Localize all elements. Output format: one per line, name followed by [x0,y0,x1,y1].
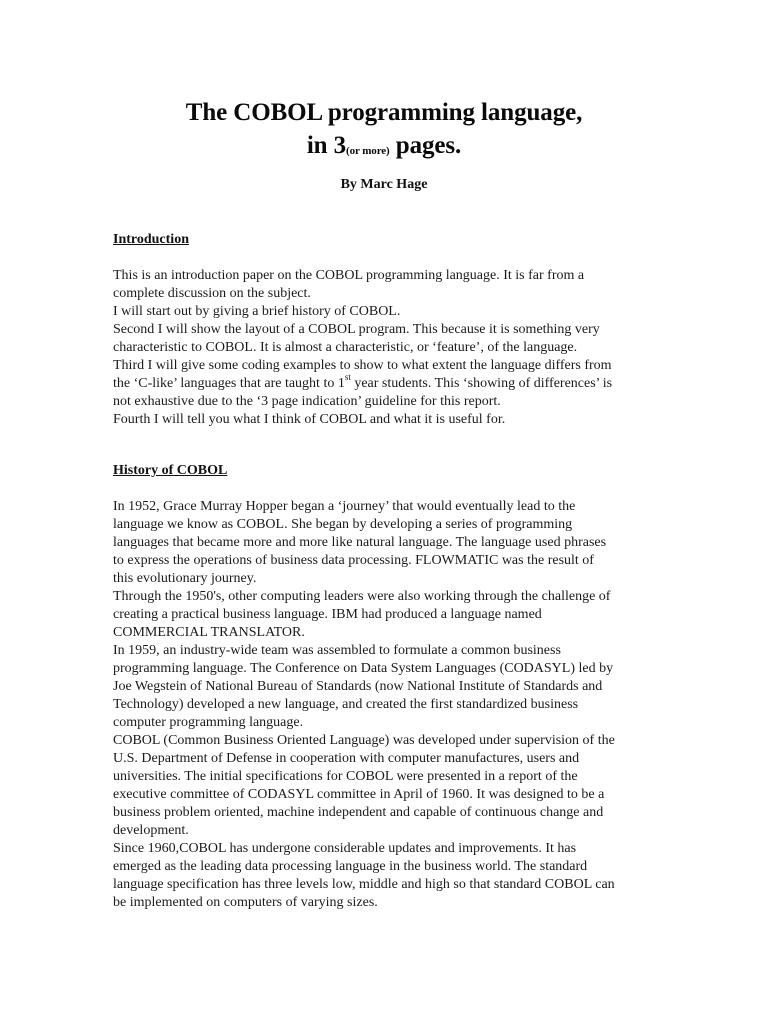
text-line: U.S. Department of Defense in cooperation with computer manufactures, users and [113,751,580,766]
history-body [113,498,658,912]
text-line: universities. The initial specifications for COBOL were presented in a report of the [113,769,578,784]
text-line: business problem oriented, machine independent and capable of continuous change and [113,805,604,820]
text-line: Fourth I will tell you what I think of COBOL and what it is useful for. [113,412,506,427]
document-title-line-2 [0,129,768,167]
title-post: pages. [389,132,462,159]
text-line: Since 1960,COBOL has undergone considerable updates and improvements. It has [113,841,577,856]
title-block [0,96,768,167]
text-line: not exhaustive due to the ‘3 page indication’ guideline for this report. [113,394,501,409]
text-line: emerged as the leading data processing language in the business world. The standard [113,859,588,874]
text-line: Second I will show the layout of a COBOL program. This because it is something very [113,322,600,337]
text-line: be implemented on computers of varying sizes. [113,895,378,910]
text-line: This is an introduction paper on the COBOL programming language. It is far from a [113,268,585,283]
text-line: COBOL (Common Business Oriented Language) was developed under supervision of the [113,733,615,748]
text-line: characteristic to COBOL. It is almost a characteristic, or ‘feature’, of the language. [113,340,578,355]
text-line: I will start out by giving a brief history of COBOL. [113,304,401,319]
text-line: languages that became more and more like natural language. The language used phrases [113,535,607,550]
author-byline: By Marc Hage [340,177,428,192]
title-pre: in 3 [306,132,347,159]
text-fragment: the ‘C-like’ languages that are taught to 1 [113,376,345,391]
text-line: Joe Wegstein of National Bureau of Standards (now National Institute of Standards and [113,679,603,694]
text-line: executive committee of CODASYL committee in April of 1960. It was designed to be a [113,787,605,802]
section-heading-introduction: Introduction [113,232,189,247]
text-line: Third I will give some coding examples to show to what extent the language differs from [113,358,612,373]
section-introduction [113,231,658,429]
text-line: to express the operations of business data processing. FLOWMATIC was the result of [113,553,594,568]
text-line: this evolutionary journey. [113,571,257,586]
text-line: development. [113,823,189,838]
text-line: complete discussion on the subject. [113,286,311,301]
text-line: In 1952, Grace Murray Hopper began a ‘journey’ that would eventually lead to the [113,499,576,514]
text-line [113,372,658,393]
text-line: Through the 1950's, other computing leaders were also working through the challenge of [113,589,611,604]
text-line: language specification has three levels low, middle and high so that standard COBOL can [113,877,615,892]
section-heading-history: History of COBOL [113,463,228,478]
introduction-body [113,267,658,429]
text-line: language we know as COBOL. She began by developing a series of programming [113,517,573,532]
text-line: Technology) developed a new language, and created the first standardized business [113,697,579,712]
text-line: creating a practical business language. IBM had produced a language named [113,607,542,622]
text-line: programming language. The Conference on Data System Languages (CODASYL) led by [113,661,614,676]
text-fragment: year students. This ‘showing of differences’ is [350,376,613,391]
text-line: In 1959, an industry-wide team was assembled to formulate a common business [113,643,561,658]
text-line: COMMERCIAL TRANSLATOR. [113,625,305,640]
document-title-line-1: The COBOL programming language, [185,99,583,126]
section-history [113,462,658,912]
text-line: computer programming language. [113,715,304,730]
ordinal-superscript: st [344,372,351,383]
title-subscript: (or more) [346,145,390,157]
